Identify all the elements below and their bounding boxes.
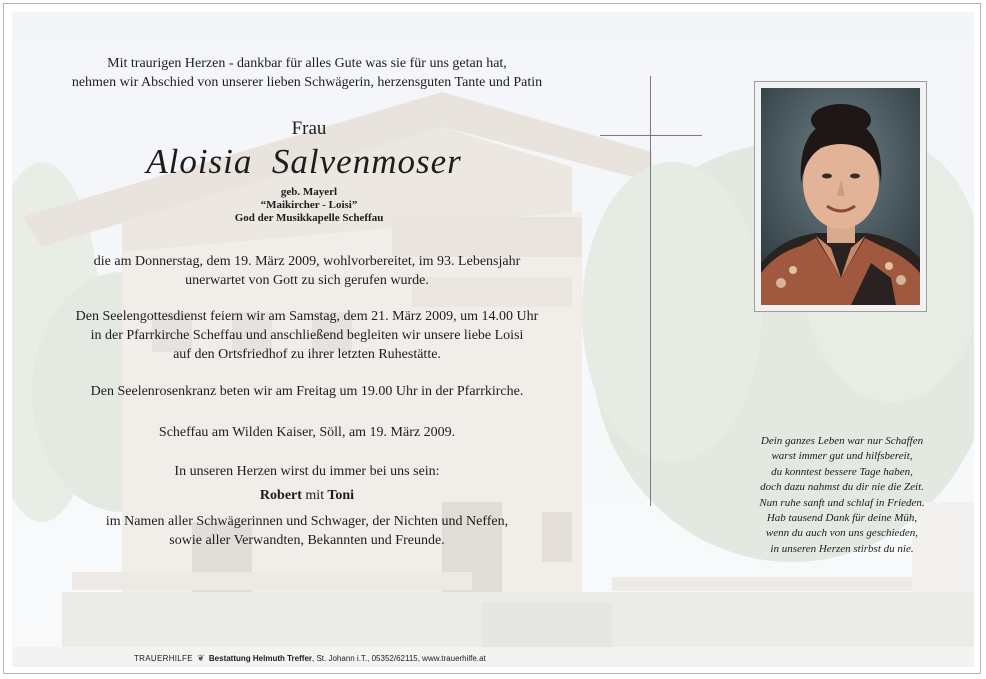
- salutation: Frau: [291, 118, 327, 139]
- mourners-main: [26, 488, 588, 504]
- portrait-photo: [761, 88, 920, 305]
- intro-line-2: nehmen wir Abschied von unserer lieben Schwägerin, herzensguten Tante und Patin: [71, 75, 543, 90]
- cross-vertical: [650, 76, 651, 506]
- nickname: “Maikircher - Loisi”: [260, 199, 358, 211]
- closing-line: In unseren Herzen wirst du immer bei uns sein:: [174, 464, 440, 479]
- funeral-line-3: auf den Ortsfriedhof zu ihrer letzten Ruhestätte.: [173, 347, 441, 362]
- poem-line: wenn du auch von uns geschieden,: [765, 527, 919, 540]
- portrait-frame: [754, 81, 927, 312]
- mourner-robert: Robert: [259, 488, 302, 503]
- footer-details: , St. Johann i.T., 05352/62115, www.trauerhilfe.at: [312, 654, 486, 663]
- poem-line: Hab tausend Dank für deine Müh,: [766, 512, 918, 525]
- poem-line: warst immer gut und hilfsbereit,: [771, 450, 913, 463]
- poem-line: Dein ganzes Leben war nur Schaffen: [760, 435, 924, 447]
- leaf-logo-icon: ❦: [197, 653, 205, 663]
- intro-text: [24, 54, 590, 92]
- funeral-line-2: in der Pfarrkirche Scheffau und anschließend begleiten wir unsere liebe Loisi: [90, 328, 524, 343]
- poem-line: Nun ruhe sanft und schlaf in Frieden.: [759, 496, 925, 509]
- birth-name: geb. Mayerl: [280, 186, 338, 198]
- death-line-2: unerwartet von Gott zu sich gerufen wurde.: [185, 273, 429, 288]
- poem-line: in unseren Herzen stirbst du nie.: [770, 542, 914, 555]
- poem: [704, 434, 980, 557]
- portrait-illustration: [761, 88, 920, 305]
- intro-line-1: Mit traurigen Herzen - dankbar für alles Gute was sie für uns getan hat,: [107, 56, 507, 71]
- obituary-card: [3, 3, 981, 674]
- footer-brand: TRAUERHILFE: [134, 654, 193, 663]
- mourner-toni: Toni: [327, 488, 355, 503]
- others-line-1: im Namen aller Schwägerinnen und Schwager, der Nichten und Neffen,: [105, 514, 509, 529]
- rosary-notice: Den Seelenrosenkranz beten wir am Freitag um 19.00 Uhr in der Pfarrkirche.: [90, 384, 524, 399]
- others-line-2: sowie aller Verwandten, Bekannten und Freunde.: [169, 533, 445, 548]
- mourner-connector: mit: [305, 488, 325, 503]
- mourners-others: [26, 512, 588, 550]
- poem-line: doch dazu nahmst du dir nie die Zeit.: [760, 481, 924, 494]
- deceased-name: Aloisia Salvenmoser: [146, 142, 462, 181]
- funeral-line-1: Den Seelengottesdienst feiern wir am Samstag, dem 21. März 2009, um 14.00 Uhr: [75, 309, 539, 324]
- death-line-1: die am Donnerstag, dem 19. März 2009, wohlvorbereitet, im 93. Lebensjahr: [93, 254, 521, 269]
- footer: [134, 653, 486, 664]
- cross-horizontal: [600, 135, 702, 136]
- funeral-notice: [26, 307, 588, 364]
- role: God der Musikkapelle Scheffau: [234, 212, 384, 224]
- poem-line: du konntest bessere Tage haben,: [771, 465, 913, 478]
- footer-company: Bestattung Helmuth Treffer: [208, 654, 313, 663]
- death-notice: [34, 252, 580, 290]
- place-date: Scheffau am Wilden Kaiser, Söll, am 19. März 2009.: [158, 425, 456, 440]
